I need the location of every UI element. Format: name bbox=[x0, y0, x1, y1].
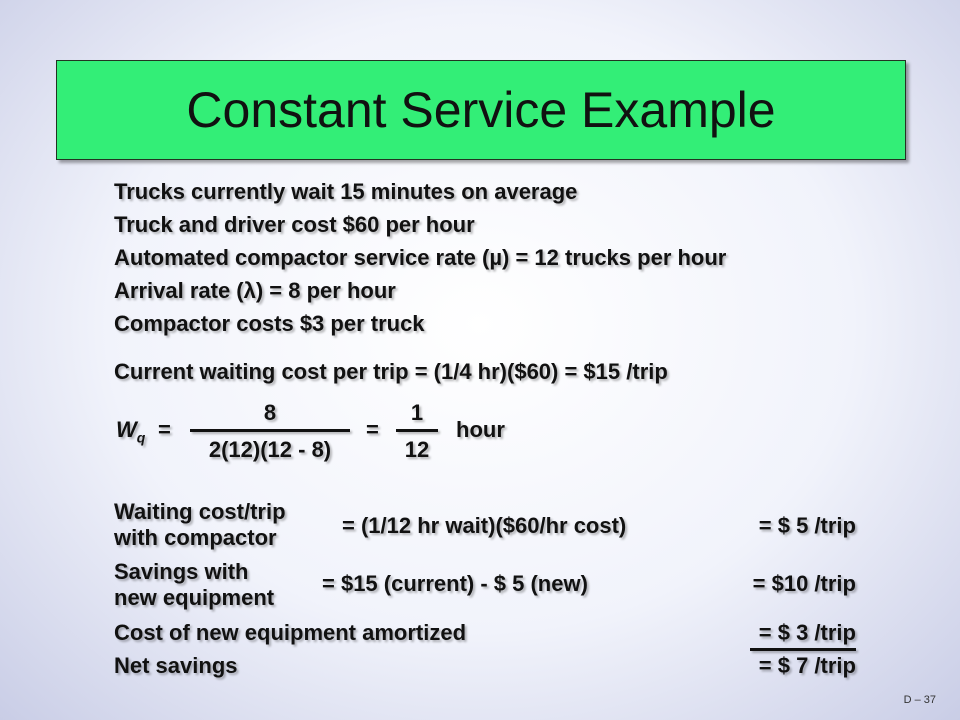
savings-expression: = $15 (current) - $ 5 (new) bbox=[322, 571, 588, 596]
wq-unit: hour bbox=[456, 417, 505, 442]
savings-result: = $10 /trip bbox=[752, 571, 856, 596]
amortized-label: Cost of new equipment amortized bbox=[114, 620, 467, 645]
slide-number: D – 37 bbox=[903, 694, 936, 706]
bullet-truck-cost: Truck and driver cost $60 per hour bbox=[114, 212, 475, 237]
slide-title: Constant Service Example bbox=[186, 82, 776, 138]
bullet-arrival-rate: Arrival rate (λ) = 8 per hour bbox=[114, 278, 396, 303]
bullet-service-rate: Automated compactor service rate (µ) = 12 trucks per hour bbox=[114, 245, 727, 270]
wq-symbol bbox=[116, 419, 145, 444]
wq-equals-1: = bbox=[158, 417, 171, 442]
amortized-result: = $ 3 /trip bbox=[758, 620, 856, 645]
wq-equals-2: = bbox=[366, 417, 379, 442]
bullet-wait-time: Trucks currently wait 15 minutes on average bbox=[114, 179, 578, 204]
net-result: = $ 7 /trip bbox=[758, 653, 856, 678]
wq-result-denominator: 12 bbox=[404, 437, 430, 462]
wq-fraction-bar bbox=[190, 429, 350, 432]
wq-numerator: 8 bbox=[263, 400, 277, 425]
waiting-expression: = (1/12 hr wait)($60/hr cost) bbox=[342, 513, 627, 538]
wq-result-numerator: 1 bbox=[410, 400, 424, 425]
waiting-result: = $ 5 /trip bbox=[758, 513, 856, 538]
bullet-compactor-cost: Compactor costs $3 per truck bbox=[114, 311, 425, 336]
waiting-label-2: with compactor bbox=[114, 525, 277, 550]
wq-result-bar bbox=[396, 429, 438, 432]
net-label: Net savings bbox=[114, 653, 238, 678]
wq-subscript: q bbox=[136, 429, 146, 446]
waiting-label-1: Waiting cost/trip bbox=[114, 499, 286, 524]
sum-underline bbox=[750, 648, 856, 651]
wq-letter: W bbox=[116, 417, 137, 442]
title-box bbox=[56, 60, 906, 160]
wq-denominator: 2(12)(12 - 8) bbox=[208, 437, 332, 462]
savings-label-2: new equipment bbox=[114, 585, 275, 610]
savings-label-1: Savings with bbox=[114, 559, 249, 584]
current-cost-line: Current waiting cost per trip = (1/4 hr)($60) = $15 /trip bbox=[114, 359, 668, 384]
